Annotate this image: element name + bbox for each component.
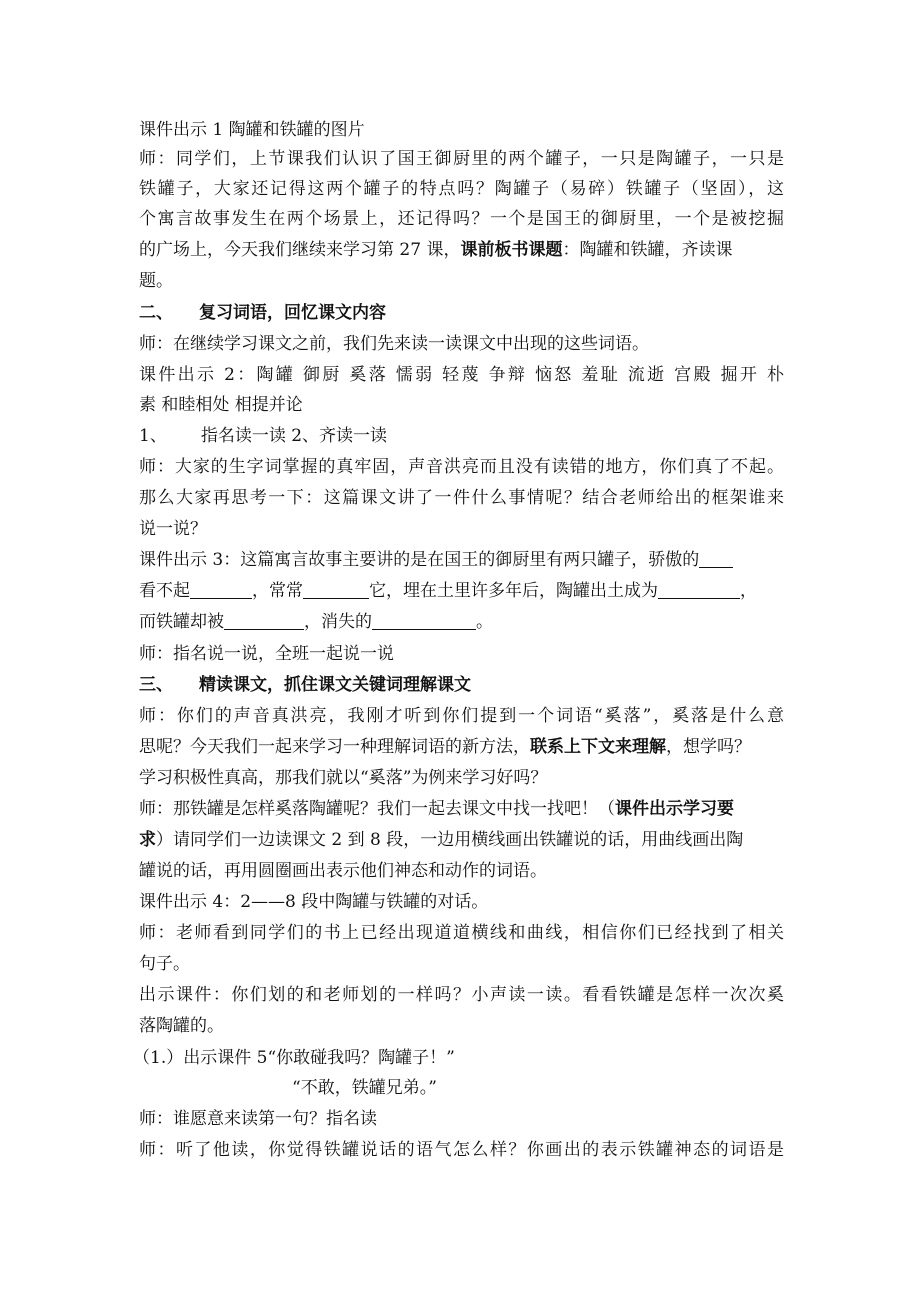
text-run: 它，埋在土里许多年后，陶罐出土成为 bbox=[369, 581, 658, 601]
fill-blank bbox=[658, 580, 740, 599]
text-line: 题。 bbox=[139, 271, 173, 291]
text-line: 师：在继续学习课文之前，我们先来读一读课文中出现的这些词语。 bbox=[139, 334, 649, 354]
heading-text: 精读课文，抓住课文关键词理解课文 bbox=[199, 675, 471, 695]
fill-blank bbox=[372, 611, 476, 630]
text-line bbox=[139, 549, 784, 571]
section-heading bbox=[139, 302, 784, 324]
text-run: 指名读一读 2、齐读一读 bbox=[200, 426, 388, 446]
text-line: 课件出示 1 陶罐和铁罐的图片 bbox=[139, 120, 365, 140]
text-line bbox=[139, 829, 784, 851]
text-line: 句子。 bbox=[139, 954, 190, 974]
text-line: 那么大家再思考一下：这篇课文讲了一件什么事情呢？结合老师给出的框架谁来 bbox=[139, 488, 784, 508]
text-line: 师：同学们，上节课我们认识了国王御厨里的两个罐子，一只是陶罐子，一只是 bbox=[139, 149, 784, 169]
text-line: “不敢，铁罐兄弟。” bbox=[292, 1078, 437, 1098]
bold-text: 求 bbox=[139, 830, 156, 850]
text-run: 师：那铁罐是怎样奚落陶罐呢？我们一起去课文中找一找吧！（ bbox=[139, 799, 615, 819]
text-line bbox=[139, 425, 784, 447]
text-line: 师：谁愿意来读第一句？指名读 bbox=[139, 1109, 377, 1129]
text-line: 素 和睦相处 相提并论 bbox=[139, 395, 303, 415]
fill-blank bbox=[190, 580, 252, 599]
bold-text: 课前板书课题 bbox=[460, 240, 563, 260]
text-line: 个寓言故事发生在两个场景上，还记得吗？一个是国王的御厨里，一个是被挖掘 bbox=[139, 209, 784, 229]
text-line: 说一说？ bbox=[139, 519, 207, 539]
text-line bbox=[139, 580, 784, 602]
text-run: ，消失的 bbox=[304, 612, 372, 632]
text-line: 罐说的话，再用圆圈画出表示他们神态和动作的词语。 bbox=[139, 861, 547, 881]
text-run: ，常常 bbox=[252, 581, 303, 601]
text-line bbox=[139, 798, 784, 820]
section-heading bbox=[139, 674, 784, 696]
text-run: 的广场上，今天我们继续来学习第 27 课， bbox=[139, 240, 461, 260]
text-run: 看不起 bbox=[139, 581, 190, 601]
text-line: 师：你们的声音真洪亮，我刚才听到你们提到一个词语“奚落”，奚落是什么意 bbox=[139, 706, 784, 726]
text-line: 师：老师看到同学们的书上已经出现道道横线和曲线，相信你们已经找到了相关 bbox=[139, 923, 784, 943]
text-run: ：陶罐和铁罐，齐读课 bbox=[562, 240, 733, 260]
text-line: （1.）出示课件 5“你敢碰我吗？陶罐子！” bbox=[133, 1048, 455, 1068]
text-run: 。 bbox=[476, 612, 493, 632]
text-line: 铁罐子，大家还记得这两个罐子的特点吗？陶罐子（易碎）铁罐子（坚固），这 bbox=[139, 179, 784, 199]
text-run: 而铁罐却被 bbox=[139, 612, 224, 632]
text-line bbox=[139, 239, 784, 261]
text-line: 师：指名说一说，全班一起说一说 bbox=[139, 644, 394, 664]
fill-blank bbox=[303, 580, 369, 599]
text-line bbox=[139, 611, 784, 633]
bold-text: 联系上下文来理解 bbox=[530, 737, 666, 757]
fill-blank bbox=[699, 549, 733, 568]
text-line: 出示课件：你们划的和老师划的一样吗？小声读一读。看看铁罐是怎样一次次奚 bbox=[139, 985, 784, 1005]
text-run: ， bbox=[740, 581, 757, 601]
text-run: ）请同学们一边读课文 2 到 8 段，一边用横线画出铁罐说的话，用曲线画出陶 bbox=[156, 830, 744, 850]
text-line: 课件出示 2：陶罐 御厨 奚落 懦弱 轻蔑 争辩 恼怒 羞耻 流逝 宫殿 掘开 朴 bbox=[139, 365, 784, 385]
text-line: 师：大家的生字词掌握的真牢固，声音洪亮而且没有读错的地方，你们真了不起。 bbox=[139, 457, 784, 477]
text-run: ，想学吗？ bbox=[666, 737, 751, 757]
text-line bbox=[139, 736, 784, 758]
heading-text: 复习词语，回忆课文内容 bbox=[199, 303, 386, 323]
text-line: 师：听了他读，你觉得铁罐说话的语气怎么样？你画出的表示铁罐神态的词语是 bbox=[139, 1140, 784, 1160]
list-number: 1、 bbox=[139, 426, 167, 446]
bold-text: 课件出示学习要 bbox=[615, 799, 734, 819]
text-line: 学习积极性真高，那我们就以“奚落”为例来学习好吗？ bbox=[139, 768, 548, 788]
text-line: 课件出示 4：2——8 段中陶罐与铁罐的对话。 bbox=[139, 892, 489, 912]
text-run: 思呢？今天我们一起来学习一种理解词语的新方法， bbox=[139, 737, 530, 757]
fill-blank bbox=[224, 611, 304, 630]
heading-number: 三、 bbox=[139, 675, 173, 695]
text-line: 落陶罐的。 bbox=[139, 1016, 224, 1036]
text-run: 课件出示 3：这篇寓言故事主要讲的是在国王的御厨里有两只罐子，骄傲的 bbox=[139, 550, 700, 570]
heading-number: 二、 bbox=[139, 303, 173, 323]
